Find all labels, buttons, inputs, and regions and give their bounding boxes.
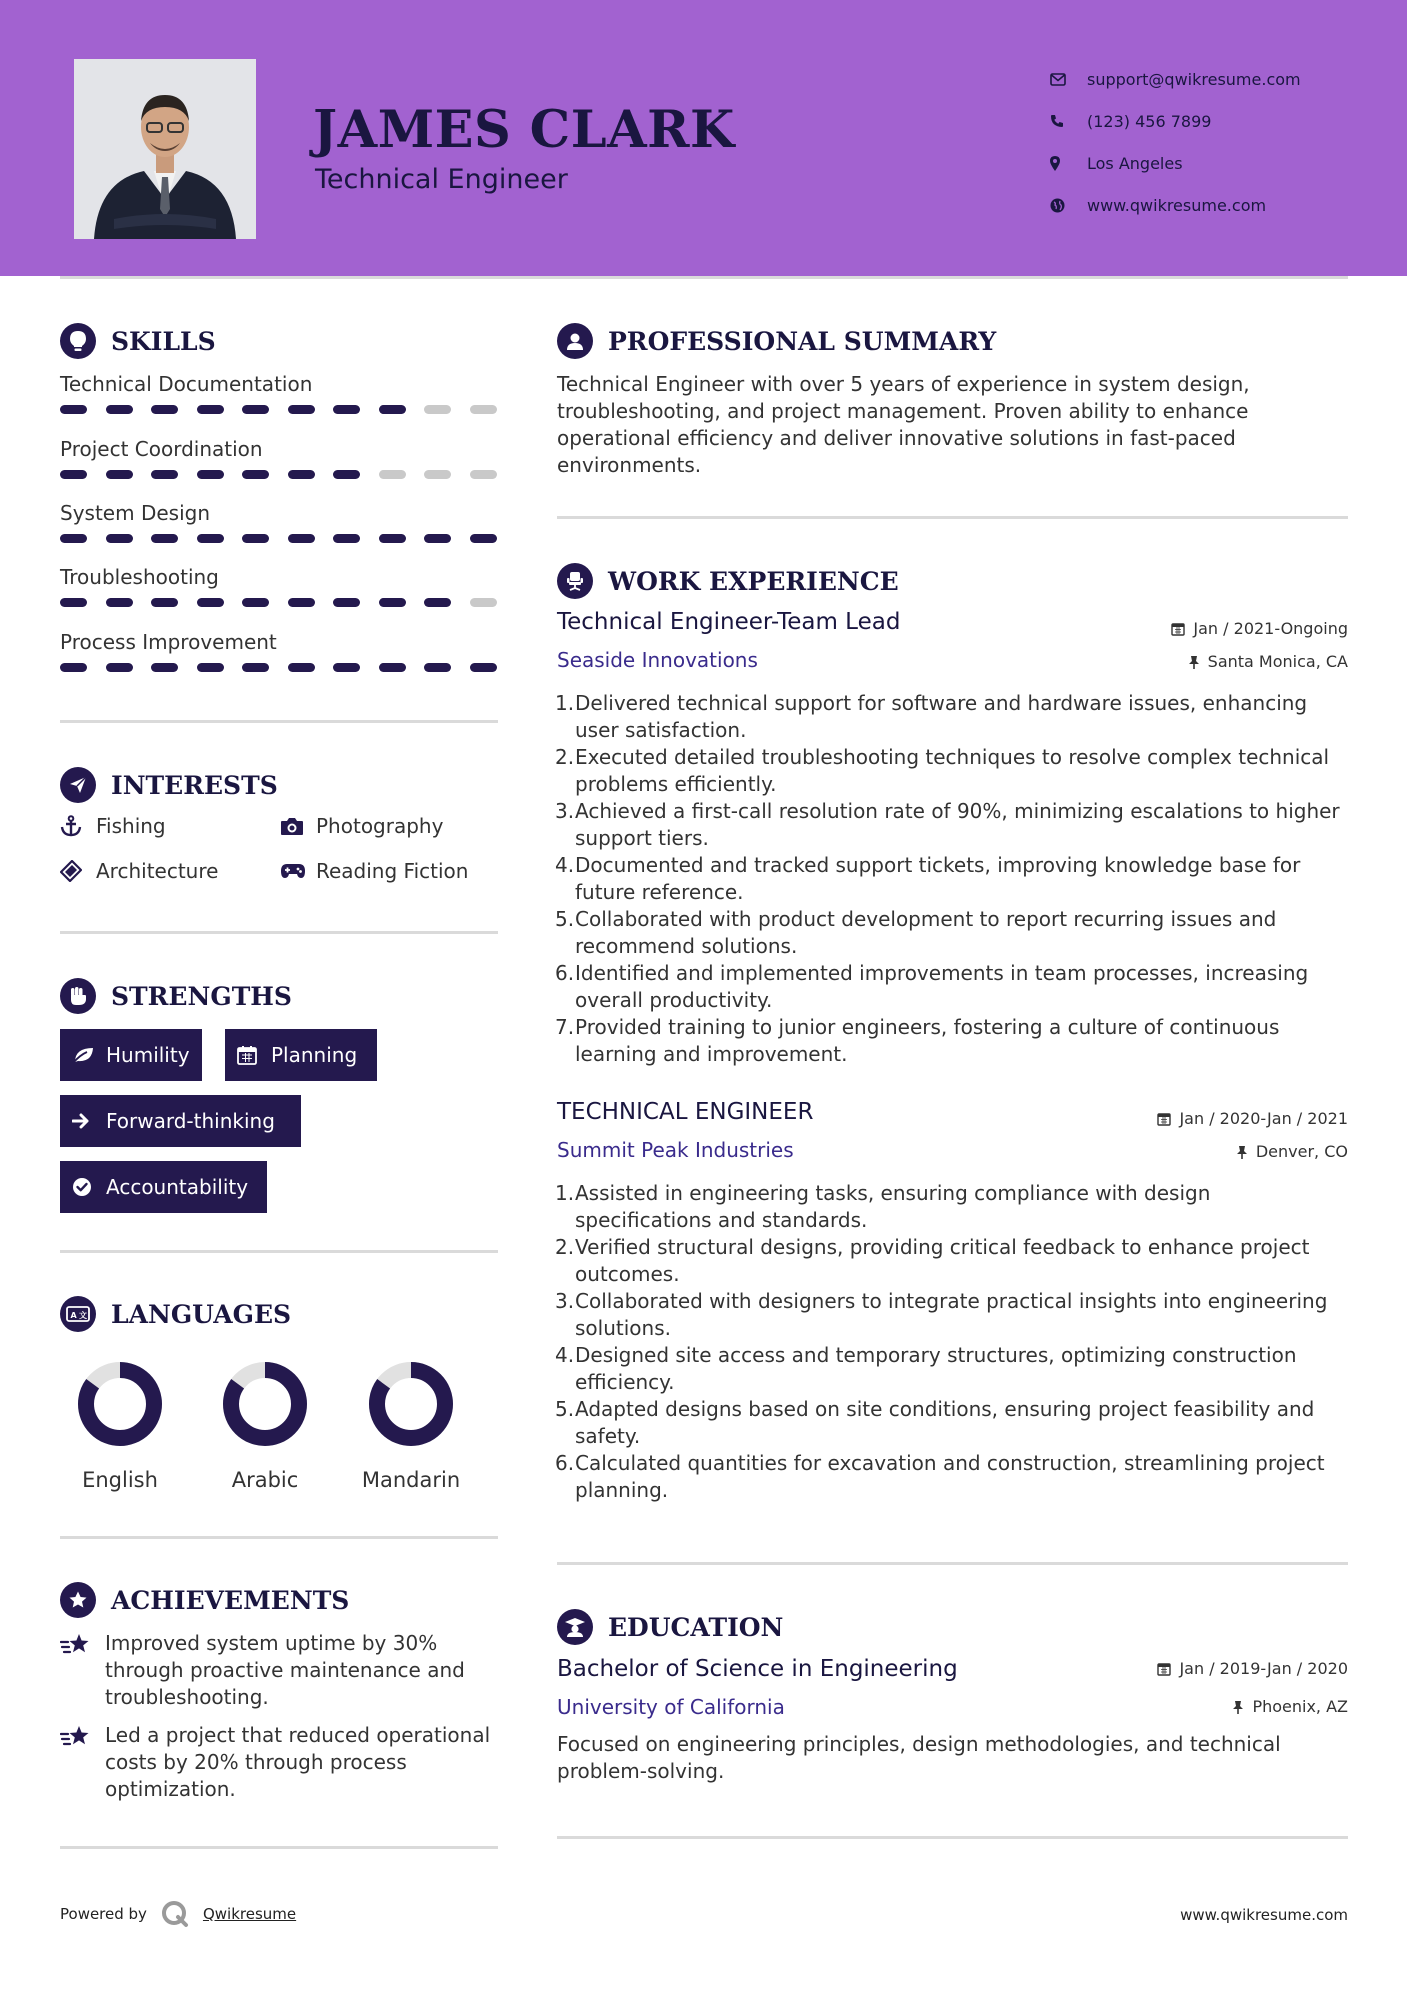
anchor-icon [60,815,96,837]
skill-dash-filled [106,534,133,543]
job-dates-text: Jan / 2021-Ongoing [1193,619,1348,638]
skill-dash-filled [60,534,87,543]
languages-heading [60,1296,291,1332]
company-name: Summit Peak Industries [557,1138,794,1162]
job-dates [1171,619,1348,638]
skill-dash-filled [333,534,360,543]
job-bullet: Delivered technical support for software and hardware issues, enhancing user satisfaction. [575,691,1308,742]
job-bullet: Calculated quantities for excavation and construction, streamlining project planning. [575,1451,1325,1502]
job-bullet: Collaborated with designers to integrate practical insights into engineering solutions. [575,1289,1328,1340]
job-bullet: Verified structural designs, providing critical feedback to enhance project outcomes. [575,1235,1310,1286]
skill-dash-filled [151,663,178,672]
skill-dash-filled [333,663,360,672]
language-name: Mandarin [361,1468,461,1492]
company-name: Seaside Innovations [557,648,758,672]
strength-label: Humility [106,1043,190,1067]
skill-level [60,598,500,608]
contact-website-text: www.qwikresume.com [1087,195,1267,215]
profile-photo [74,59,256,239]
strength-label: Forward-thinking [106,1109,275,1133]
summary-heading [557,323,996,359]
phone-icon [1050,114,1087,128]
achievement-text: Improved system uptime by 30% through proactive maintenance and troubleshooting. [105,1631,465,1709]
calendar-icon [1171,622,1185,636]
achievement-item [60,1630,500,1711]
skill-dash-filled [151,405,178,414]
strengths-heading [60,978,292,1014]
summary-text: Technical Engineer with over 5 years of experience in system design, troubleshooting, and project management. Proven ability to enhance operational efficiency and deliver innovative solutions in fast-paced environments. [557,372,1250,477]
svg-text:文: 文 [79,1311,87,1320]
fist-icon [60,978,96,1014]
contact-email-text: support@qwikresume.com [1087,69,1301,89]
language-item [341,1360,481,1492]
job-location-text: Santa Monica, CA [1207,652,1348,671]
job-bullet: Designed site access and temporary structures, optimizing construction efficiency. [575,1343,1297,1394]
qwikresume-logo-icon [161,1900,189,1928]
calendar-icon [1157,1112,1171,1126]
job-dates-text: Jan / 2020-Jan / 2021 [1179,1109,1348,1128]
education-dates-text: Jan / 2019-Jan / 2020 [1179,1659,1348,1678]
education-location-text: Phoenix, AZ [1252,1697,1348,1716]
skill-dash-filled [60,598,87,607]
languages-heading-text: LANGUAGES [111,1299,292,1329]
language-name: Arabic [231,1468,299,1492]
skill-dash-filled [106,598,133,607]
header-banner [0,0,1407,276]
language-item [195,1360,335,1492]
candidate-title: Technical Engineer [315,164,568,195]
skills-heading-text: SKILLS [111,326,216,356]
language-ring [221,1360,309,1448]
skill-level [60,405,500,415]
language-name: English [82,1468,158,1492]
work-heading-text: WORK EXPERIENCE [608,566,899,596]
strength-label: Accountability [106,1175,249,1199]
skill-item [60,370,500,415]
skill-dash-filled [379,663,406,672]
skill-dash-filled [60,470,87,479]
skill-dash-filled [470,663,497,672]
achievements-heading-text: ACHIEVEMENTS [111,1585,350,1615]
strength-tag [60,1161,267,1213]
strength-tag [60,1095,301,1147]
gamepad-icon [280,862,316,880]
skill-dash-filled [242,405,269,414]
skill-dash-filled [197,405,224,414]
interest-item [60,859,218,883]
skill-dash-filled [197,470,224,479]
qwikresume-link[interactable]: Qwikresume [202,1905,297,1923]
interests-heading-text: INTERESTS [111,770,278,800]
skill-dash-filled [242,663,269,672]
skill-dash-empty [470,598,497,607]
skill-dash-empty [470,470,497,479]
skill-level [60,534,500,544]
calendar-icon [237,1045,271,1065]
skill-dash-empty [424,405,451,414]
skill-dash-filled [151,534,178,543]
star-badge-icon [60,1582,96,1618]
achievement-text: Led a project that reduced operational costs by 20% through process optimization. [105,1723,491,1801]
graduate-icon [557,1609,593,1645]
svg-text:A: A [70,1311,77,1320]
skill-dash-filled [333,470,360,479]
job-bullet: Executed detailed troubleshooting techniques to resolve complex technical problems efficiently. [575,745,1330,796]
school-name: University of California [557,1695,785,1719]
shooting-star-icon [60,1722,105,1803]
skill-dash-filled [379,534,406,543]
skill-dash-empty [470,405,497,414]
job-location [1236,1142,1348,1161]
shooting-star-icon [60,1630,105,1711]
skill-dash-filled [106,405,133,414]
skill-dash-filled [333,598,360,607]
language-icon [60,1296,96,1332]
skill-dash-filled [106,663,133,672]
globe-icon [1050,198,1087,213]
education-dates [1157,1659,1348,1678]
education-heading [557,1609,783,1645]
skill-name: Process Improvement [60,630,277,654]
section-divider [60,1250,498,1253]
skill-dash-filled [288,405,315,414]
skill-name: Technical Documentation [60,372,313,396]
arrow-right-icon [72,1113,106,1129]
interest-label: Reading Fiction [316,859,469,883]
achievement-item [60,1722,500,1803]
strength-tag [60,1029,202,1081]
powered-by-text: Powered by [60,1905,147,1923]
leaf-icon [72,1046,106,1064]
skill-dash-filled [424,598,451,607]
language-ring [367,1360,455,1448]
summary-heading-text: PROFESSIONAL SUMMARY [608,326,997,356]
skill-dash-filled [242,534,269,543]
strengths-heading-text: STRENGTHS [111,981,292,1011]
contact-location [1050,142,1390,184]
skill-item [60,563,500,608]
language-item [50,1360,190,1492]
job-dates [1157,1109,1348,1128]
skill-item [60,435,500,480]
education-heading-text: EDUCATION [608,1612,784,1642]
job-location-text: Denver, CO [1255,1142,1348,1161]
job-bullet: Collaborated with product development to report recurring issues and recommend solutions. [575,907,1277,958]
pushpin-icon [1232,1700,1244,1714]
skills-heading [60,323,216,359]
job-title: TECHNICAL ENGINEER [557,1099,814,1125]
interest-label: Photography [316,814,444,838]
contact-website[interactable] [1050,184,1390,226]
interest-label: Architecture [96,859,219,883]
skill-level [60,470,500,480]
job-bullet: Adapted designs based on site conditions, ensuring project feasibility and safety. [575,1397,1315,1448]
skill-dash-filled [242,598,269,607]
skill-name: System Design [60,501,210,525]
skill-name: Project Coordination [60,437,263,461]
section-divider [557,516,1348,519]
skill-dash-filled [470,534,497,543]
education-location [1232,1697,1348,1716]
section-divider [60,1536,498,1539]
drafting-icon [60,860,96,882]
pushpin-icon [1236,1145,1248,1159]
job-location [1188,652,1348,671]
skill-dash-filled [288,598,315,607]
skill-dash-filled [288,534,315,543]
header-divider [60,276,1348,279]
skill-dash-filled [379,598,406,607]
skill-dash-filled [242,470,269,479]
skill-dash-filled [379,405,406,414]
skill-level [60,663,500,673]
skill-dash-filled [106,470,133,479]
achievements-heading [60,1582,349,1618]
section-divider [557,1836,1348,1839]
skill-dash-empty [424,470,451,479]
skill-dash-filled [333,405,360,414]
pushpin-icon [1188,655,1200,669]
contact-list [1050,58,1390,226]
calendar-icon [1157,1662,1171,1676]
job-bullet: Achieved a first-call resolution rate of 90%, minimizing escalations to higher support tiers. [575,799,1340,850]
user-icon [557,323,593,359]
interests-heading [60,767,278,803]
contact-phone-text: (123) 456 7899 [1087,111,1212,131]
job-bullet: Identified and implemented improvements in team processes, increasing overall productivity. [575,961,1309,1012]
skill-item [60,628,500,673]
skill-dash-filled [197,534,224,543]
skill-dash-filled [288,470,315,479]
camera-icon [280,816,316,836]
skill-dash-filled [197,663,224,672]
footer-url[interactable]: www.qwikresume.com [1180,1906,1348,1924]
education-description: Focused on engineering principles, design methodologies, and technical problem-solving. [557,1732,1281,1783]
contact-phone[interactable] [1050,100,1390,142]
check-circle-icon [72,1177,106,1197]
section-divider [60,720,498,723]
paper-plane-icon [60,767,96,803]
envelope-icon [1050,73,1087,86]
interest-item [280,814,443,838]
section-divider [557,1562,1348,1565]
contact-email[interactable] [1050,58,1390,100]
degree-title: Bachelor of Science in Engineering [557,1656,958,1682]
job-bullet: Documented and tracked support tickets, improving knowledge base for future reference. [575,853,1301,904]
job-bullets [557,1180,1347,1504]
skill-dash-filled [424,663,451,672]
skill-dash-filled [197,598,224,607]
skill-dash-empty [379,470,406,479]
section-divider [60,1846,498,1849]
job-bullet: Provided training to junior engineers, fostering a culture of continuous learning and improvement. [575,1015,1280,1066]
skill-dash-filled [288,663,315,672]
office-chair-icon [557,563,593,599]
map-marker-icon [1050,156,1087,171]
work-heading [557,563,899,599]
interest-item [60,814,166,838]
skill-dash-filled [60,405,87,414]
strength-tag [225,1029,377,1081]
skill-dash-filled [151,598,178,607]
language-ring [76,1360,164,1448]
skill-name: Troubleshooting [60,565,219,589]
skill-dash-filled [60,663,87,672]
candidate-name: JAMES CLARK [313,100,735,160]
lightbulb-icon [60,323,96,359]
interest-item [280,859,468,883]
skill-item [60,499,500,544]
strength-label: Planning [271,1043,358,1067]
job-bullets [557,690,1347,1068]
interest-label: Fishing [96,814,166,838]
job-title: Technical Engineer-Team Lead [557,609,901,635]
job-bullet: Assisted in engineering tasks, ensuring compliance with design specifications and standards. [575,1181,1211,1232]
contact-location-text: Los Angeles [1087,153,1183,173]
skill-dash-filled [424,534,451,543]
section-divider [60,931,498,934]
skill-dash-filled [151,470,178,479]
footer-branding [60,1900,296,1928]
